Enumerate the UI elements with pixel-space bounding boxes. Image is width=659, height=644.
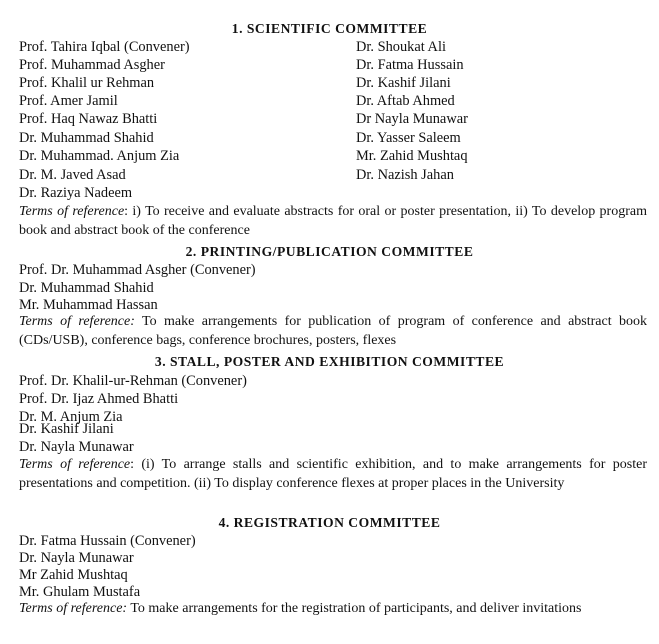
member-name: Dr. Fatma Hussain — [356, 57, 464, 73]
member-name: Dr. Yasser Saleem — [356, 130, 461, 146]
member-name: Prof. Dr. Muhammad Asgher (Convener) — [19, 262, 256, 278]
member-name: Mr. Zahid Mushtaq — [356, 148, 468, 164]
section-heading-stall-poster-exhibition-committee: 3. STALL, POSTER AND EXHIBITION COMMITTEE — [154, 354, 505, 369]
terms-of-reference-label: Terms of reference: — [19, 314, 135, 329]
member-name: Dr Nayla Munawar — [356, 111, 468, 127]
section-heading-printing-publication-committee: 2. PRINTING/PUBLICATION COMMITTEE — [185, 244, 474, 259]
member-name: Dr. M. Anjum Zia — [19, 409, 123, 425]
member-name: Prof. Dr. Khalil-ur-Rehman (Convener) — [19, 373, 247, 389]
member-name: Prof. Haq Nawaz Bhatti — [19, 111, 158, 127]
member-name: Prof. Amer Jamil — [19, 93, 118, 109]
terms-of-reference-text: : (i) To arrange stalls and scientific exhibition, and to make arrangements for poster presentations and competition. (ii) To display conference flexes at proper places in the University — [19, 457, 647, 491]
terms-of-reference-text: To make arrangements for the registration of participants, and deliver invitations — [127, 601, 582, 616]
terms-of-reference-text: : i) To receive and evaluate abstracts for oral or poster presentation, ii) To develop program book and abstract book of the conference — [19, 204, 647, 238]
member-name: Dr. Muhammad. Anjum Zia — [19, 148, 180, 164]
terms-of-reference-text: To make arrangements for publication of program of conference and abstract book (CDs/USB), conference bags, conference brochures, posters, flexes — [19, 314, 648, 348]
member-name: Prof. Khalil ur Rehman — [19, 75, 155, 91]
terms-of-reference — [19, 600, 647, 619]
member-name: Dr. M. Javed Asad — [19, 167, 126, 183]
terms-of-reference-label: Terms of reference — [19, 204, 125, 219]
member-name: Dr. Nazish Jahan — [356, 167, 454, 183]
member-name: Mr. Ghulam Mustafa — [19, 584, 141, 600]
terms-of-reference — [19, 203, 647, 240]
member-name: Prof. Muhammad Asgher — [19, 57, 165, 73]
terms-of-reference-label: Terms of reference — [19, 457, 131, 472]
member-name: Dr. Kashif Jilani — [19, 421, 114, 437]
member-name: Mr. Muhammad Hassan — [19, 297, 158, 313]
terms-of-reference — [19, 313, 647, 350]
member-name: Dr. Kashif Jilani — [356, 75, 451, 91]
member-name: Prof. Tahira Iqbal (Convener) — [19, 39, 190, 55]
section-heading-scientific-committee: 1. SCIENTIFIC COMMITTEE — [231, 21, 428, 36]
member-name: Prof. Dr. Ijaz Ahmed Bhatti — [19, 391, 179, 407]
member-name: Dr. Raziya Nadeem — [19, 185, 133, 201]
member-name: Dr. Aftab Ahmed — [356, 93, 455, 109]
member-name: Dr. Nayla Munawar — [19, 439, 134, 455]
member-name: Dr. Muhammad Shahid — [19, 280, 154, 296]
member-name: Mr Zahid Mushtaq — [19, 567, 128, 583]
member-name: Dr. Nayla Munawar — [19, 550, 134, 566]
member-name: Dr. Shoukat Ali — [356, 39, 446, 55]
member-name: Dr. Fatma Hussain (Convener) — [19, 533, 196, 549]
section-heading-registration-committee: 4. REGISTRATION COMMITTEE — [218, 515, 441, 530]
terms-of-reference — [19, 456, 647, 493]
member-name: Dr. Muhammad Shahid — [19, 130, 154, 146]
terms-of-reference-label: Terms of reference: — [19, 601, 128, 616]
